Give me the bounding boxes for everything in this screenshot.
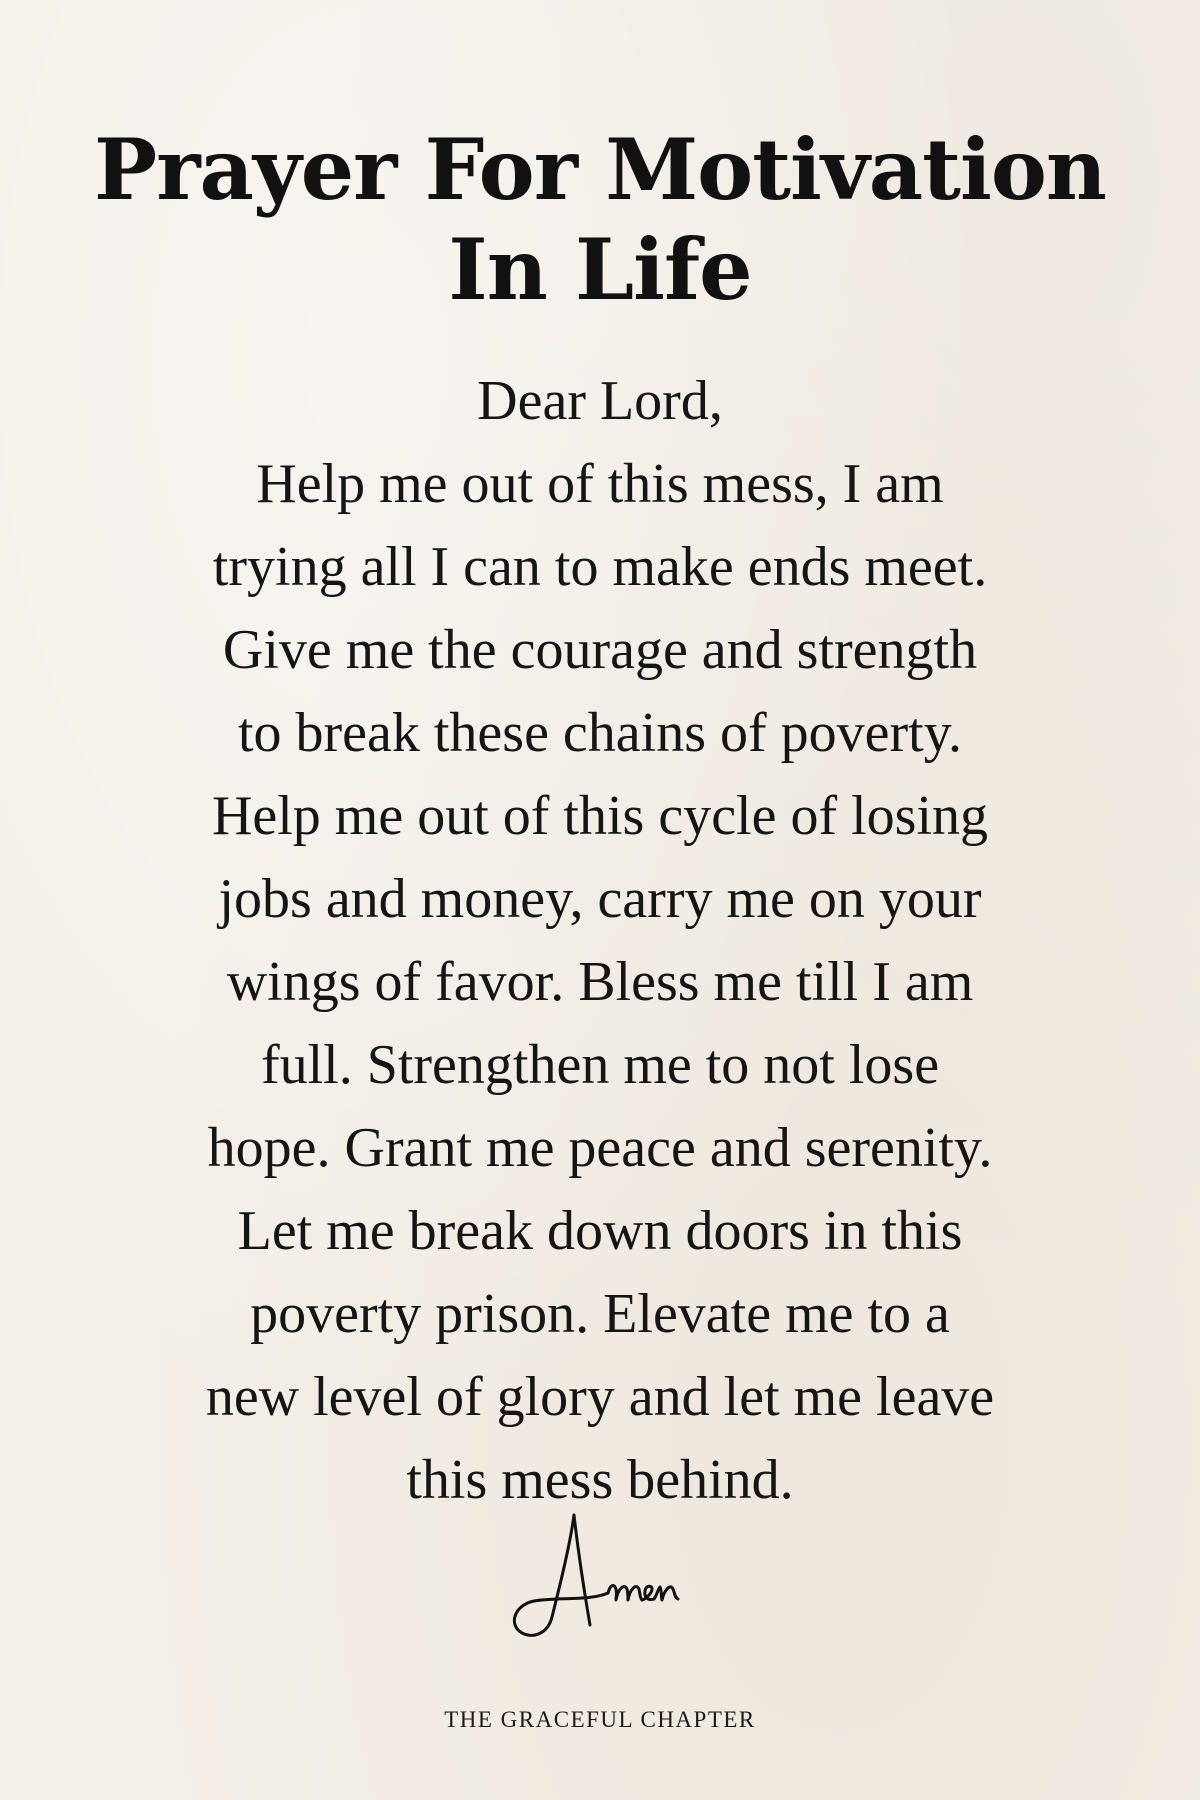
title-line-1: Prayer For Motivation: [94, 120, 1106, 219]
brand-footer: THE GRACEFUL CHAPTER: [444, 1707, 756, 1732]
prayer-line: jobs and money, carry me on your: [218, 868, 982, 930]
prayer-line: Dear Lord,: [477, 370, 723, 432]
prayer-body: [0, 360, 1200, 1522]
prayer-line: to break these chains of poverty.: [237, 702, 963, 764]
amen-signature: [500, 1505, 700, 1655]
prayer-line: Give me the courage and strength: [222, 619, 978, 681]
prayer-line: new level of glory and let me leave: [205, 1366, 995, 1428]
prayer-line: trying all I can to make ends meet.: [212, 536, 988, 598]
prayer-line: Help me out of this cycle of losing: [211, 785, 989, 847]
title-line-2: In Life: [448, 220, 752, 319]
page-title: [0, 120, 1200, 320]
prayer-line: poverty prison. Elevate me to a: [250, 1283, 950, 1345]
prayer-line: this mess behind.: [406, 1449, 794, 1511]
prayer-line: hope. Grant me peace and serenity.: [207, 1117, 993, 1179]
prayer-line: full. Strengthen me to not lose: [260, 1034, 940, 1096]
prayer-line: Let me break down doors in this: [237, 1200, 963, 1262]
prayer-line: wings of favor. Bless me till I am: [226, 951, 974, 1013]
prayer-line: Help me out of this mess, I am: [256, 453, 944, 515]
